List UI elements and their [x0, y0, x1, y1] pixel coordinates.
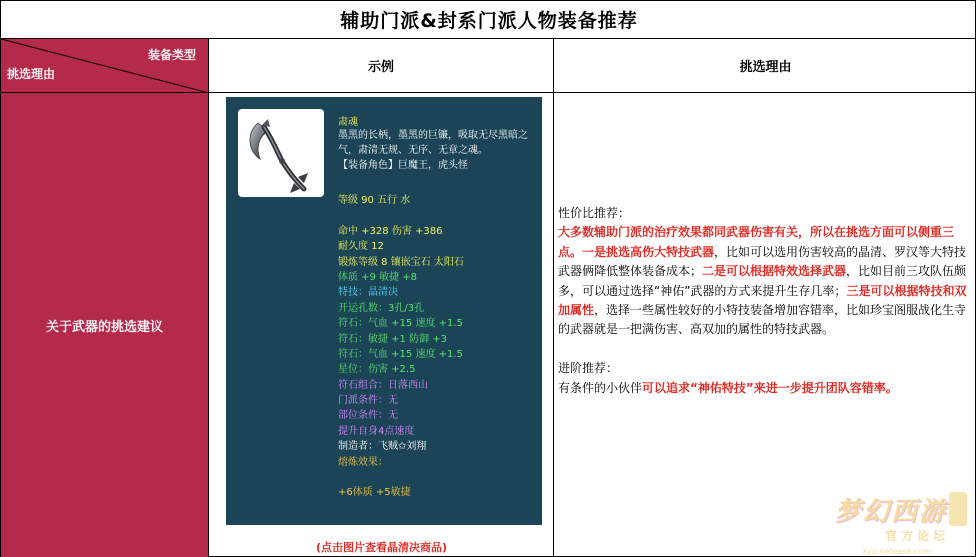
- item-stat-line: 提升自身4点速度: [338, 425, 415, 437]
- reason-text-1: ，比如可以选用伤害较高的晶清、罗汉等大特技武器俩降低整体装备成本；: [558, 244, 967, 279]
- item-name: 肃魂: [338, 117, 358, 128]
- item-tooltip-image[interactable]: [226, 97, 542, 525]
- reason-text: [558, 204, 970, 398]
- item-description: [338, 128, 534, 173]
- reason-highlight-3: 三是可以根据特技和双加属性: [558, 283, 967, 318]
- stats-spacer: [338, 470, 538, 485]
- header-equipment-type: 装备类型: [147, 48, 196, 62]
- example-cell: [209, 93, 554, 557]
- reason-text-3: ，选择一些属性较好的小特技装备增加容错率，比如珍宝阁服战化生寺的武器就是一把满伤害、高双加的属性的特技武器。: [558, 303, 967, 337]
- watermark-title: 梦幻西游: [834, 497, 947, 527]
- item-lore: 墨黑的长柄，墨黑的巨镰，吸取无尽黑暗之气，肃清无规、无序、无章之魂。: [338, 130, 528, 156]
- item-stat-line: 等级 90 五行 水: [338, 195, 411, 206]
- watermark-badge: [949, 492, 967, 526]
- reason-text-2: ，比如目前三攻队伍颇多，可以通过选择“神佑”武器的方式来提升生存几率；: [558, 264, 967, 298]
- item-stat-line: +6体质 +5敏捷: [338, 487, 411, 499]
- advanced-recommend-heading: 进阶推荐：: [558, 361, 619, 376]
- item-stat-line: 星位：伤害 +2.5: [338, 364, 416, 376]
- item-stat-line: 体质 +9 敏捷 +8: [338, 271, 418, 283]
- item-stats-list: [338, 193, 538, 501]
- reason-highlight-2: 二是可以根据特效选择武器: [702, 264, 847, 279]
- item-stat-line: 制造者：飞贼✩刘翔: [338, 441, 427, 453]
- item-stat-line: 开运孔数：3孔/3孔: [338, 302, 425, 314]
- watermark-url: xyq.netease.com: [862, 547, 931, 556]
- header-diagonal-cell: [1, 39, 209, 93]
- item-stat-line: 锻炼等级 8 镶嵌宝石 太阳石: [338, 256, 464, 268]
- value-recommend-heading: 性价比推荐：: [558, 206, 631, 220]
- reason-highlight-1: 大多数辅助门派的治疗效果都同武器伤害有关，所以在挑选方面可以侧重三点。一是挑选高伤大特技武器: [558, 225, 955, 259]
- advanced-highlight: 可以追求“神佑特技”来进一步提升团队容错率。: [642, 380, 898, 395]
- item-stat-line: 符石：气血 +15 速度 +1.5: [338, 348, 463, 360]
- watermark-subtitle: 官方论坛: [884, 529, 949, 543]
- item-stat-line: 命中 +328 伤害 +386: [338, 225, 443, 237]
- header-selection-reason-left: 挑选理由: [7, 67, 56, 81]
- page-title: 辅助门派&封系门派人物装备推荐: [1, 1, 976, 39]
- header-reason: 挑选理由: [554, 39, 976, 93]
- row-label-weapon-advice: 关于武器的挑选建议: [1, 93, 209, 557]
- header-example: 示例: [209, 39, 554, 93]
- reason-cell: [554, 93, 976, 557]
- scythe-icon: [238, 109, 324, 197]
- click-image-note[interactable]: (点击图片查看晶清决商品): [315, 541, 448, 554]
- item-role: 【装备角色】巨魔王，虎头怪: [338, 160, 468, 171]
- item-stat-line: 特技：晶清决: [338, 287, 398, 299]
- item-stat-line: 符石组合：日落西山: [338, 379, 428, 391]
- item-stat-line: 熔炼效果：: [338, 456, 388, 468]
- item-stat-line: 门派条件：无: [338, 395, 398, 407]
- item-stat-line: 耐久度 12: [338, 241, 384, 253]
- item-stat-line: 部位条件：无: [338, 410, 398, 422]
- forum-watermark-logo: [821, 484, 971, 556]
- item-stat-line: 符石：气血 +15 速度 +1.5: [338, 318, 463, 330]
- stats-spacer: [338, 208, 538, 223]
- value-recommend-body: [558, 223, 970, 339]
- advanced-text: 有条件的小伙伴: [558, 380, 643, 395]
- item-stat-line: 符石：敏捷 +1 防御 +3: [338, 333, 448, 345]
- advanced-recommend-body: [558, 379, 970, 398]
